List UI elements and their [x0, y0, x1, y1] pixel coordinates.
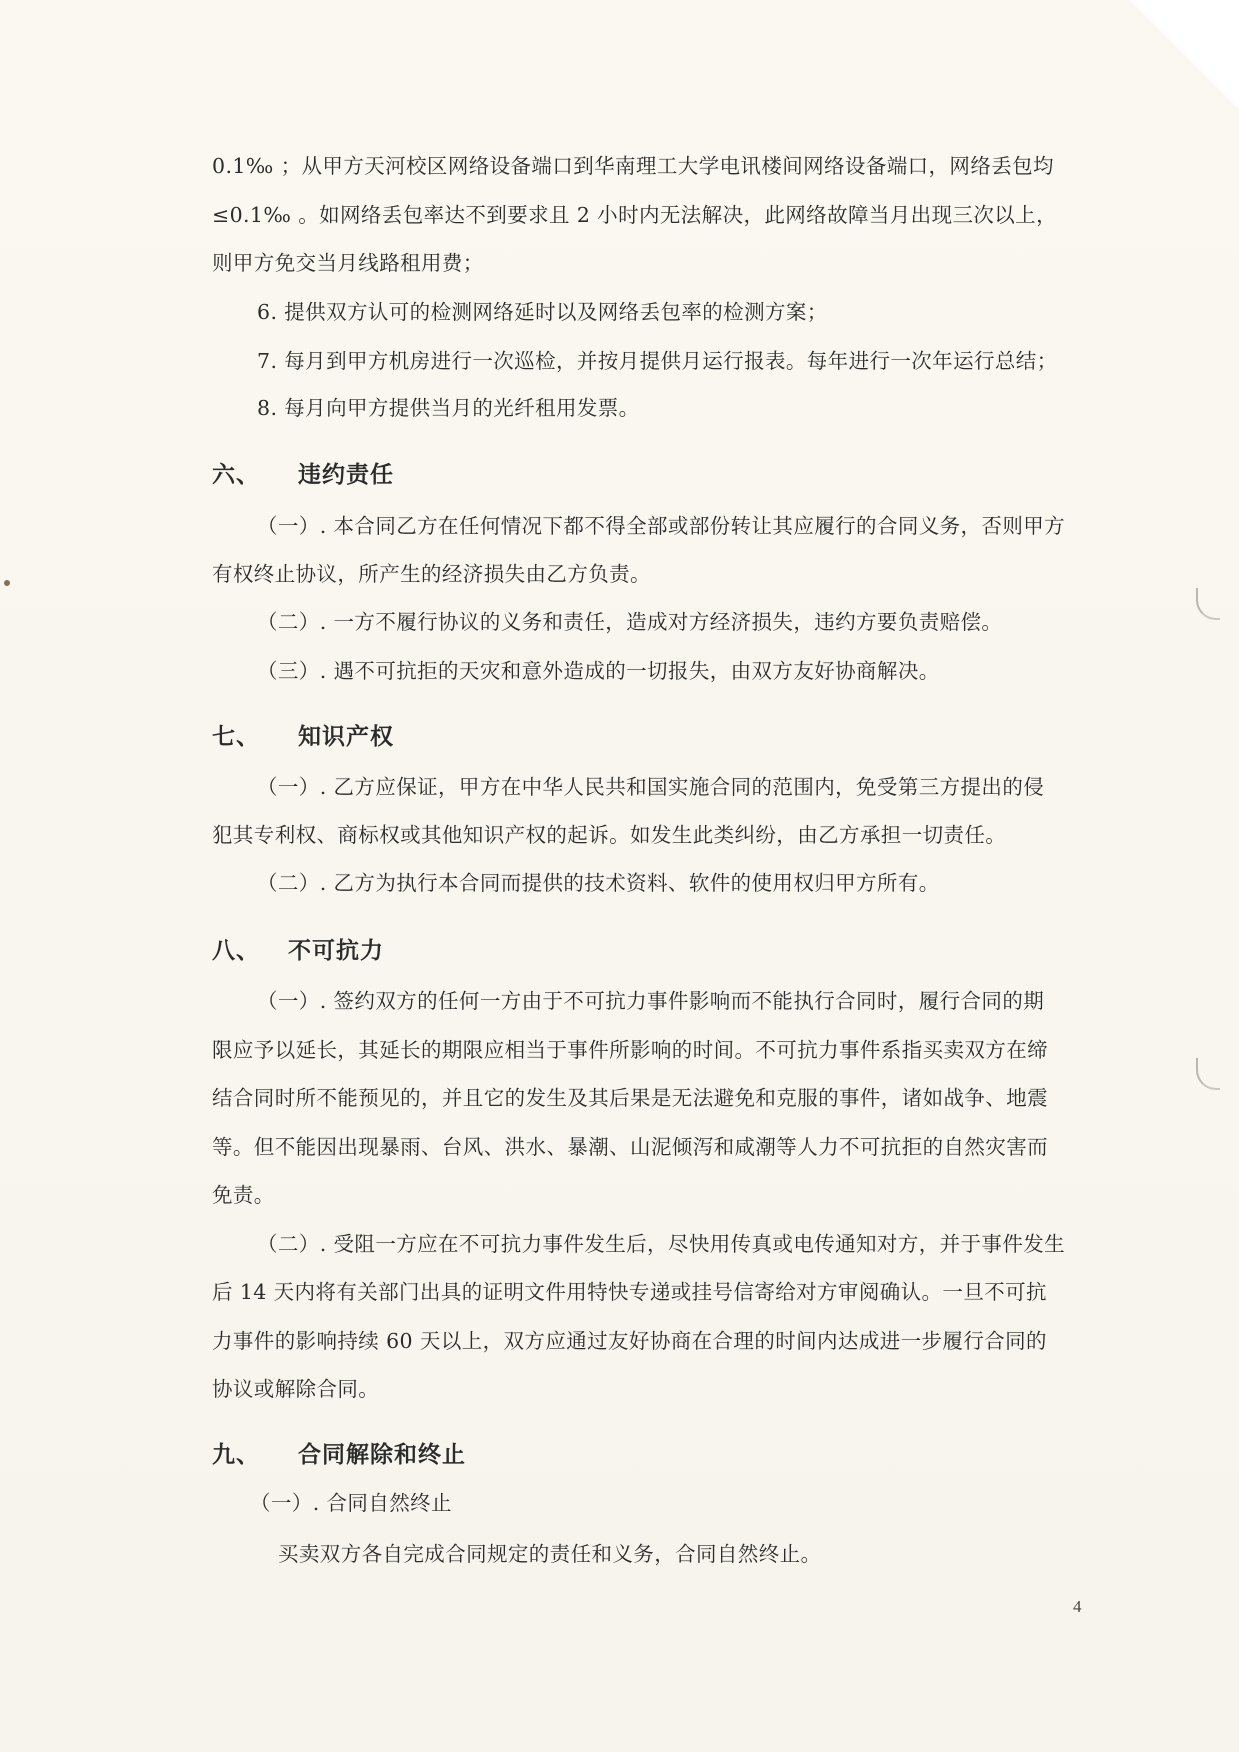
text-line: 后 14 天内将有关部门出具的证明文件用特快专递或挂号信寄给对方审阅确认。一旦不可抗 — [212, 1280, 1047, 1304]
section-number: 六、 — [212, 461, 260, 488]
text-line: 0.1‰ ；从甲方天河校区网络设备端口到华南理工大学电讯楼间网络设备端口，网络丢包均 — [212, 154, 1054, 178]
text-line: （一）. 本合同乙方在任何情况下都不得全部或部份转让其应履行的合同义务，否则甲方 — [257, 514, 1066, 538]
section-title: 违约责任 — [298, 461, 394, 488]
text-line: 力事件的影响持续 60 天以上，双方应通过友好协商在合理的时间内达成进一步履行合同的 — [212, 1329, 1047, 1353]
section-title: 知识产权 — [298, 723, 394, 750]
text-line: 免责。 — [212, 1183, 275, 1207]
ink-speck — [4, 580, 10, 586]
section-title: 不可抗力 — [288, 937, 384, 964]
text-line: （二）. 乙方为执行本合同而提供的技术资料、软件的使用权归甲方所有。 — [257, 871, 940, 895]
text-line: 犯其专利权、商标权或其他知识产权的起诉。如发生此类纠纷，由乙方承担一切责任。 — [212, 823, 1007, 847]
text-line: 协议或解除合同。 — [212, 1377, 380, 1401]
section-heading-7 — [212, 722, 394, 752]
section-number: 七、 — [212, 723, 260, 750]
text-line: 有权终止协议，所产生的经济损失由乙方负责。 — [212, 562, 651, 586]
text-line: 结合同时所不能预见的，并且它的发生及其后果是无法避免和克服的事件，诸如战争、地震 — [212, 1086, 1048, 1110]
section-number: 九、 — [212, 1441, 260, 1468]
page-number: 4 — [1073, 1597, 1082, 1616]
text-line: 限应予以延长，其延长的期限应相当于事件所影响的时间。不可抗力事件系指买卖双方在缔 — [212, 1038, 1048, 1062]
list-item: 6. 提供双方认可的检测网络延时以及网络丢包率的检测方案； — [257, 300, 828, 324]
text-line: （三）. 遇不可抗拒的天灾和意外造成的一切报失，由双方友好协商解决。 — [257, 659, 940, 683]
text-line: 买卖双方各自完成合同规定的责任和义务，合同自然终止。 — [278, 1542, 822, 1566]
text-line: ≤0.1‰ 。如网络丢包率达不到要求且 2 小时内无法解决，此网络故障当月出现三次以上， — [212, 203, 1057, 227]
punch-hole-mark — [1196, 588, 1220, 620]
text-line: （一）. 签约双方的任何一方由于不可抗力事件影响而不能执行合同时，履行合同的期 — [257, 989, 1045, 1013]
page-corner-fold — [1109, 0, 1239, 110]
text-line: 则甲方免交当月线路租用费； — [212, 251, 484, 275]
section-heading-8 — [212, 936, 384, 966]
section-number: 八、 — [212, 937, 260, 964]
section-heading-6 — [212, 460, 394, 490]
punch-hole-mark — [1196, 1058, 1220, 1090]
section-title: 合同解除和终止 — [298, 1441, 466, 1468]
subsection-heading: （一）. 合同自然终止 — [250, 1491, 452, 1515]
text-line: （二）. 一方不履行协议的义务和责任，造成对方经济损失，违约方要负责赔偿。 — [257, 610, 1003, 634]
text-line: （一）. 乙方应保证，甲方在中华人民共和国实施合同的范围内，免受第三方提出的侵 — [257, 775, 1045, 799]
section-heading-9 — [212, 1440, 466, 1470]
list-item: 8. 每月向甲方提供当月的光纤租用发票。 — [257, 396, 640, 420]
list-item: 7. 每月到甲方机房进行一次巡检，并按月提供月运行报表。每年进行一次年运行总结； — [257, 349, 1058, 373]
text-line: （二）. 受阻一方应在不可抗力事件发生后，尽快用传真或电传通知对方，并于事件发生 — [257, 1232, 1066, 1256]
text-line: 等。但不能因出现暴雨、台风、洪水、暴潮、山泥倾泻和咸潮等人力不可抗拒的自然灾害而 — [212, 1135, 1048, 1159]
